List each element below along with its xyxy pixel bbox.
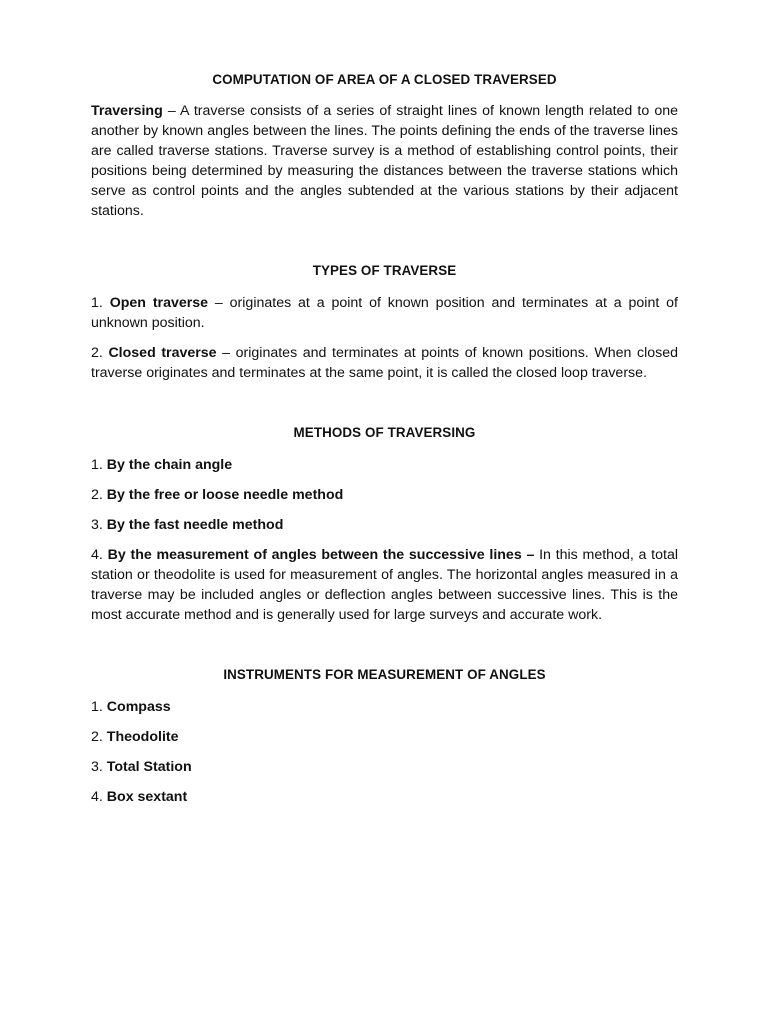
types-item-term: Closed traverse [108,345,217,361]
methods-item-number: 1. [91,457,107,473]
types-item-number: 2. [91,345,109,361]
instruments-heading: INSTRUMENTS FOR MEASUREMENT OF ANGLES [223,667,546,682]
instruments-item-term: Compass [106,699,171,715]
methods-item-number: 2. [91,487,107,503]
instruments-item [91,787,678,807]
instruments-item-number: 4. [91,789,107,805]
methods-item-term: By the free or loose needle method [106,487,344,503]
methods-item-term: By the fast needle method [106,517,284,533]
intro-text: – A traverse consists of a series of straight lines of known length related to one another by known angles between the lines. The points defining the ends of the traverse lines are called traverse stations. Traverse survey is a method of establishing control points, their positions being determined by measuring the distances between the traverse stations which serve as control points and the angles subtended at the various stations by their adjacent stations. [91,103,678,219]
methods-item-term: By the measurement of angles between the successive lines – [107,547,535,563]
instruments-item-term: Total Station [106,759,192,775]
methods-item [91,545,678,625]
document-page [91,70,678,817]
types-heading: TYPES OF TRAVERSE [312,263,457,278]
methods-item-text: In this method, a total station or theodolite is used for measurement of angles. The horizontal angles measured in a traverse may be included angles or deflection angles between successive lines. This is the most accurate method and is generally used for large surveys and accurate work. [91,547,678,623]
methods-item-term: By the chain angle [106,457,233,473]
instruments-item [91,727,678,747]
instruments-item-number: 1. [91,699,107,715]
instruments-item [91,697,678,717]
methods-item [91,485,678,505]
types-item [91,343,678,383]
instruments-item-number: 2. [91,729,107,745]
intro-term: Traversing [91,103,163,119]
methods-item [91,455,678,475]
instruments-item-number: 3. [91,759,107,775]
types-item-text: – originates and terminates at points of known positions. When closed traverse originates and terminates at the same point, it is called the closed loop traverse. [91,345,678,381]
methods-item [91,515,678,535]
methods-heading: METHODS OF TRAVERSING [293,425,476,440]
types-item-number: 1. [91,295,110,311]
types-item [91,293,678,333]
instruments-item-term: Theodolite [106,729,179,745]
methods-item-number: 3. [91,517,107,533]
types-item-term: Open traverse [109,295,209,311]
intro-paragraph [91,101,678,221]
types-item-text: – originates at a point of known position and terminates at a point of unknown position. [91,295,678,331]
document-title: COMPUTATION OF AREA OF A CLOSED TRAVERSED [212,72,557,87]
instruments-item-term: Box sextant [106,789,188,805]
instruments-item [91,757,678,777]
methods-item-number: 4. [91,547,108,563]
